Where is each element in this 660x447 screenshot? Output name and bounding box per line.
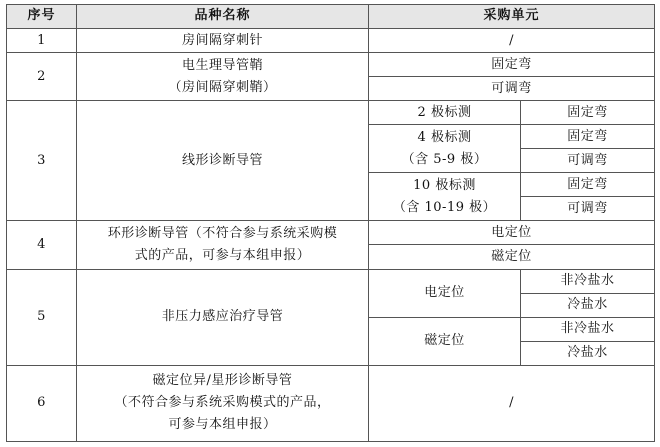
- option-cell: 固定弯: [521, 101, 655, 125]
- subgroup-label: 电定位: [369, 269, 521, 317]
- unit-cell: 可调弯: [369, 77, 655, 101]
- name-line: 电生理导管鞘: [181, 57, 263, 73]
- table-row-2: [7, 53, 655, 77]
- table-row-6: [7, 365, 655, 441]
- table-row-4: [7, 221, 655, 245]
- option-cell: 冷盐水: [521, 293, 655, 317]
- header-unit: 采购单元: [369, 5, 655, 29]
- unit-cell: /: [369, 29, 655, 53]
- name-cell: 非压力感应治疗导管: [77, 269, 369, 365]
- seq-cell: 3: [7, 101, 77, 221]
- name-cell: [77, 53, 369, 101]
- header-row: [7, 5, 655, 29]
- name-line: （不符合参与系统采购模式的产品，: [114, 395, 331, 411]
- unit-cell: 电定位: [369, 221, 655, 245]
- seq-cell: 5: [7, 269, 77, 365]
- name-line: （房间隔穿刺鞘）: [168, 79, 277, 95]
- subgroup-label: 磁定位: [369, 317, 521, 365]
- table-row-1: [7, 29, 655, 53]
- name-cell: [77, 221, 369, 269]
- subgroup-label: 2 极标测: [369, 101, 521, 125]
- seq-cell: 4: [7, 221, 77, 269]
- seq-cell: 1: [7, 29, 77, 53]
- unit-cell: 固定弯: [369, 53, 655, 77]
- name-line: 环形诊断导管（不符合参与系统采购模: [107, 225, 338, 241]
- option-cell: 固定弯: [521, 173, 655, 197]
- table-row-5: [7, 269, 655, 293]
- label-line: （含 10-19 极）: [392, 199, 497, 215]
- name-line: 磁定位异/星形诊断导管: [152, 373, 293, 389]
- subgroup-label: [369, 173, 521, 221]
- unit-cell: 磁定位: [369, 245, 655, 269]
- option-cell: 冷盐水: [521, 341, 655, 365]
- name-cell: [77, 365, 369, 441]
- option-cell: 可调弯: [521, 149, 655, 173]
- seq-cell: 6: [7, 365, 77, 441]
- name-cell: 线形诊断导管: [77, 101, 369, 221]
- unit-cell: /: [369, 365, 655, 441]
- name-line: 可参与本组申报）: [168, 417, 277, 433]
- header-name: 品种名称: [77, 5, 369, 29]
- subgroup-label: [369, 125, 521, 173]
- name-line: 式的产品，可参与本组申报）: [134, 247, 311, 263]
- procurement-table: [6, 4, 655, 442]
- table-row-3: [7, 101, 655, 125]
- option-cell: 可调弯: [521, 197, 655, 221]
- seq-cell: 2: [7, 53, 77, 101]
- label-line: （含 5-9 极）: [401, 151, 488, 167]
- header-seq: 序号: [7, 5, 77, 29]
- option-cell: 固定弯: [521, 125, 655, 149]
- label-line: 10 极标测: [413, 177, 476, 193]
- option-cell: 非冷盐水: [521, 269, 655, 293]
- label-line: 4 极标测: [417, 129, 472, 145]
- name-cell: 房间隔穿刺针: [77, 29, 369, 53]
- option-cell: 非冷盐水: [521, 317, 655, 341]
